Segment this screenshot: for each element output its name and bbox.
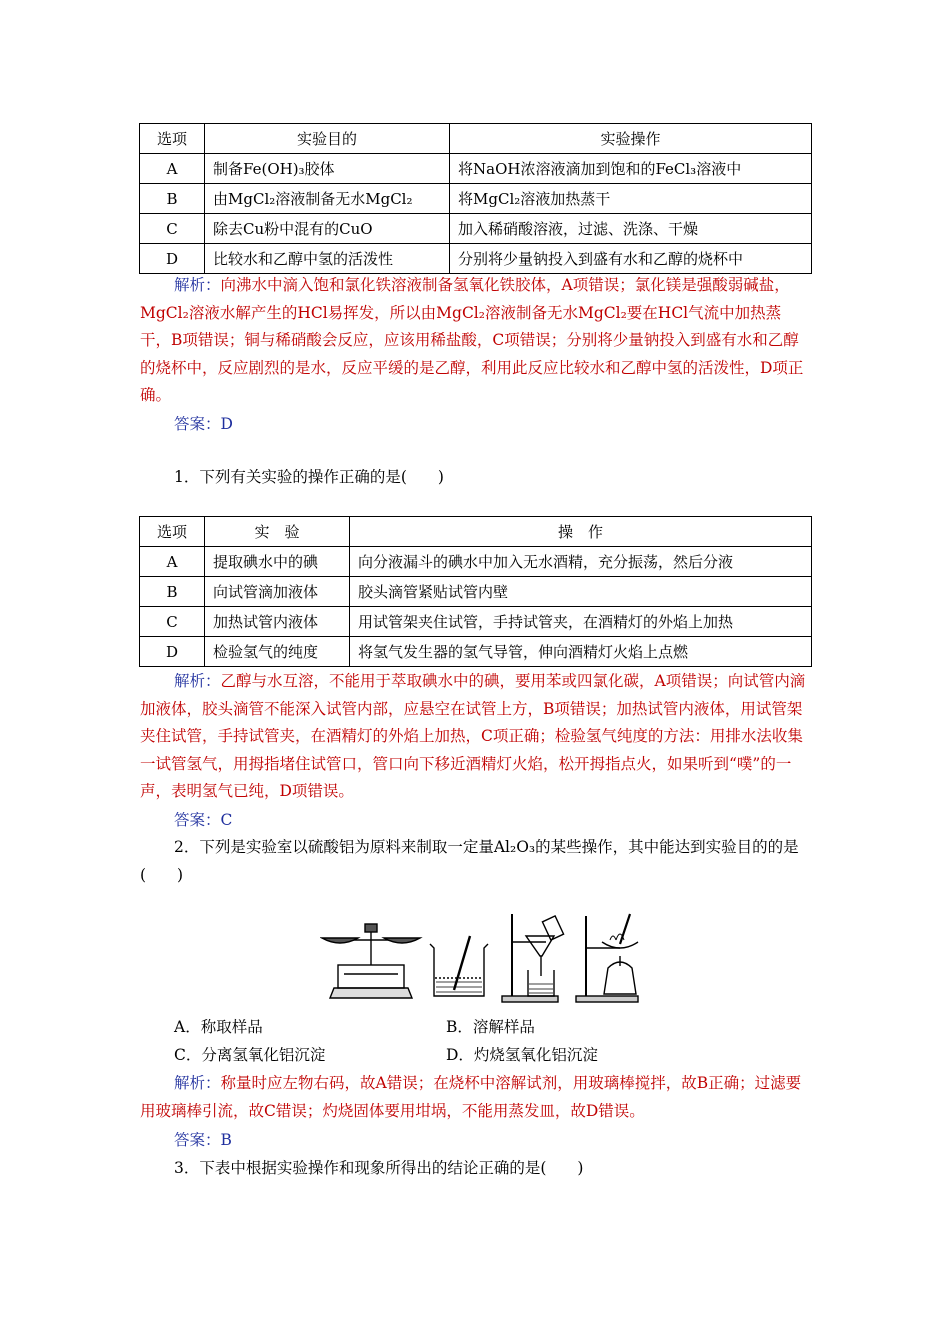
question-3: 3．下表中根据实验操作和现象所得出的结论正确的是( ) [174,1159,584,1177]
apparatus-figure [320,910,640,1008]
answer-line: 答案：B [174,1131,232,1149]
table-header-row [140,517,812,547]
row-purpose: 除去Cu粉中混有的CuO [205,214,450,244]
answer-line: 答案：C [174,811,233,829]
row-purpose: 比较水和乙醇中氢的活泼性 [205,244,450,274]
table-row [140,154,812,184]
table-row [140,244,812,274]
row-operation: 用试管架夹住试管，手持试管夹，在酒精灯的外焰上加热 [350,607,812,637]
table-header-row [140,124,812,154]
heating-icon [576,914,638,1002]
row-operation: 将氢气发生器的氢气导管，伸向酒精灯火焰上点燃 [350,637,812,667]
option-b: B．溶解样品 [446,1018,535,1036]
row-purpose: 由MgCl₂溶液制备无水MgCl₂ [205,184,450,214]
header-purpose: 实验目的 [205,124,450,154]
row-option: C [140,607,205,637]
analysis-paragraph [140,668,812,806]
analysis-paragraph [140,272,812,410]
row-experiment: 向试管滴加液体 [205,577,350,607]
filtration-icon [502,914,564,1002]
analysis-label: 解析： [174,276,221,294]
header-operation: 操 作 [350,517,812,547]
balance-icon [322,924,420,998]
table-experiment-operation [139,516,812,667]
option-c: C．分离氢氧化铝沉淀 [174,1046,326,1064]
analysis-paragraph [140,1070,812,1125]
row-experiment: 加热试管内液体 [205,607,350,637]
answer-line: 答案：D [174,415,233,433]
row-operation: 加入稀硝酸溶液，过滤、洗涤、干燥 [450,214,812,244]
beaker-icon [430,936,488,996]
row-option: D [140,637,205,667]
row-experiment: 检验氢气的纯度 [205,637,350,667]
table-row [140,214,812,244]
option-d: D．灼烧氢氧化铝沉淀 [446,1046,598,1064]
question-1: 1．下列有关实验的操作正确的是( ) [174,468,444,486]
analysis-text: 乙醇与水互溶，不能用于萃取碘水中的碘，要用苯或四氯化碳，A项错误；向试管内滴加液体，胶头滴管不能深入试管内部，应悬空在试管上方，B项错误；加热试管内液体，用试管架夹住试管，手持试管夹，在酒精灯的外焰上加热，C项正确；检验氢气纯度的方法：用排水法收集一试管氢气，用拇指堵住试管口，管口向下移近酒精灯火焰，松开拇指点火，如果听到“噗”的一声，表明氢气已纯，D项错误。 [140,672,806,800]
row-option: A [140,547,205,577]
header-experiment: 实 验 [205,517,350,547]
row-operation: 胶头滴管紧贴试管内壁 [350,577,812,607]
header-option: 选项 [140,124,205,154]
table-row [140,184,812,214]
row-operation: 将MgCl₂溶液加热蒸干 [450,184,812,214]
question-2: 2．下列是实验室以硫酸铝为原料来制取一定量Al₂O₃的某些操作，其中能达到实验目的的是( ) [140,838,799,884]
header-option: 选项 [140,517,205,547]
analysis-text: 称量时应左物右码，故A错误；在烧杯中溶解试剂，用玻璃棒搅拌，故B正确；过滤要用玻璃棒引流，故C错误；灼烧固体要用坩埚，不能用蒸发皿，故D错误。 [140,1074,802,1120]
row-operation: 将NaOH浓溶液滴加到饱和的FeCl₃溶液中 [450,154,812,184]
row-operation: 分别将少量钠投入到盛有水和乙醇的烧杯中 [450,244,812,274]
table-row [140,547,812,577]
row-option: B [140,184,205,214]
table-row [140,607,812,637]
analysis-label: 解析： [174,1074,221,1092]
table-row [140,637,812,667]
row-purpose: 制备Fe(OH)₃胶体 [205,154,450,184]
row-operation: 向分液漏斗的碘水中加入无水酒精，充分振荡，然后分液 [350,547,812,577]
analysis-text: 向沸水中滴入饱和氯化铁溶液制备氢氧化铁胶体，A项错误；氯化镁是强酸弱碱盐，MgCl₂溶液水解产生的HCl易挥发，所以由MgCl₂溶液制备无水MgCl₂要在HCl气流中加热蒸干，B项错误；铜与稀硝酸会反应，应该用稀盐酸，C项错误；分别将少量钠投入到盛有水和乙醇的烧杯中，反应剧烈的是水，反应平缓的是乙醇，利用此反应比较水和乙醇中氢的活泼性，D项正确。 [140,276,804,404]
option-a: A．称取样品 [174,1018,263,1036]
header-operation: 实验操作 [450,124,812,154]
table-experiment-purpose [139,123,812,274]
row-experiment: 提取碘水中的碘 [205,547,350,577]
analysis-label: 解析： [174,672,221,690]
row-option: B [140,577,205,607]
row-option: D [140,244,205,274]
row-option: A [140,154,205,184]
row-option: C [140,214,205,244]
table-row [140,577,812,607]
